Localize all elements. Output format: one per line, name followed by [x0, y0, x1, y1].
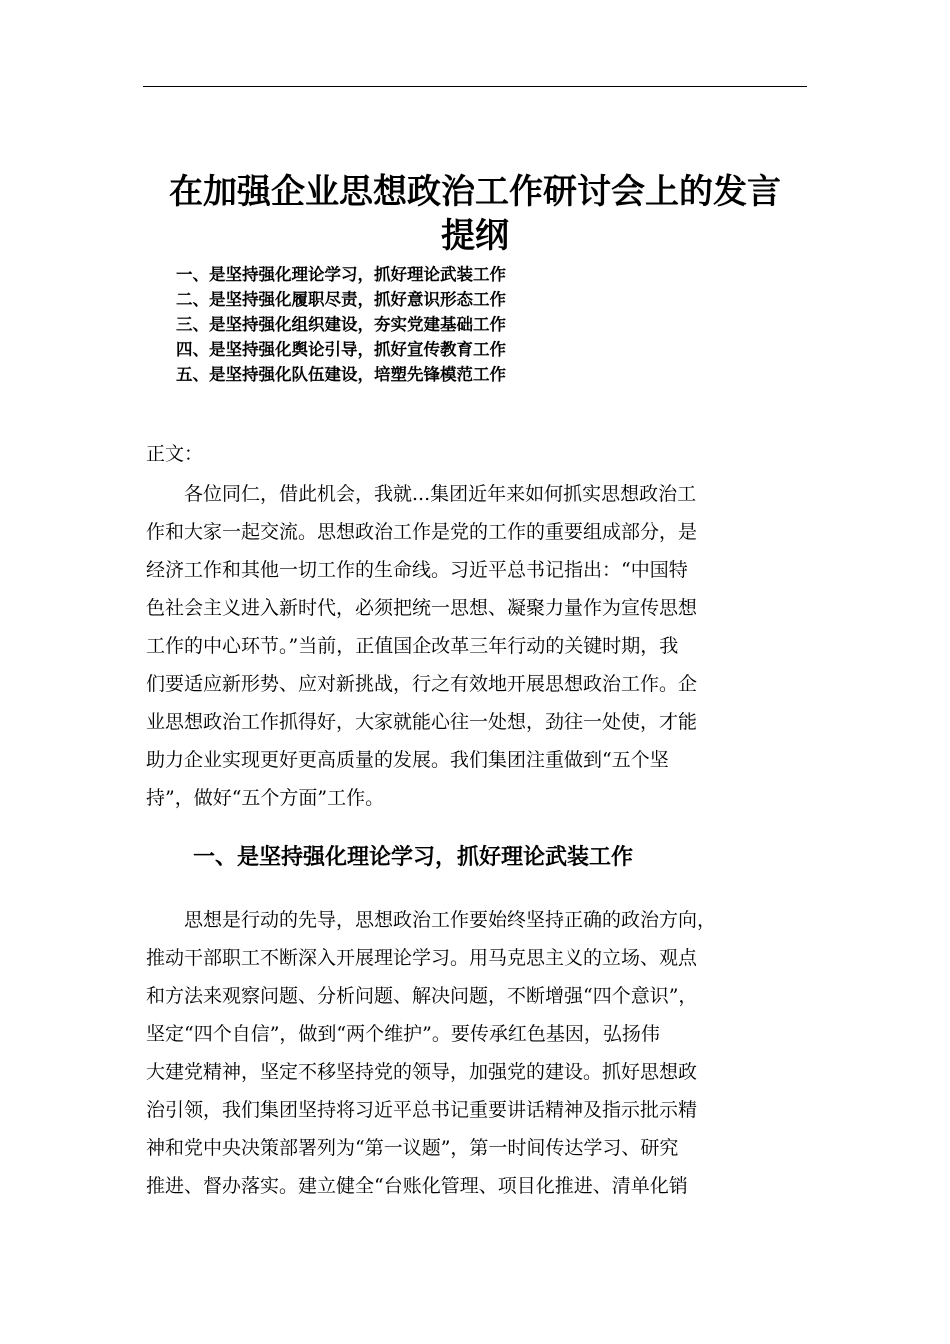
section-1-line-2: 推动干部职工不断深入开展理论学习。用马克思主义的立场、观点	[146, 947, 698, 969]
outline-item-2: 二、是坚持强化履职尽责，抓好意识形态工作	[176, 290, 506, 309]
outline-item-3: 三、是坚持强化组织建设，夯实党建基础工作	[176, 315, 506, 334]
section-1-line-1: 思想是行动的先导，思想政治工作要始终坚持正确的政治方向，	[146, 909, 717, 931]
outline-item-4: 四、是坚持强化舆论引导，抓好宣传教育工作	[176, 340, 506, 359]
body-label: 正文：	[146, 443, 204, 465]
section-1-heading: 一、是坚持强化理论学习，抓好理论武装工作	[193, 845, 634, 870]
section-1-line-7: 神和党中央决策部署列为“第一议题”，第一时间传达学习、研究	[146, 1137, 679, 1159]
document-title-line-1: 在加强企业思想政治工作研讨会上的发言	[169, 172, 781, 212]
outline-item-1: 一、是坚持强化理论学习，抓好理论武装工作	[176, 265, 506, 284]
outline-item-5: 五、是坚持强化队伍建设，培塑先锋模范工作	[176, 365, 506, 384]
intro-line-7: 业思想政治工作抓得好，大家就能心往一处想，劲往一处使，才能	[146, 711, 698, 733]
section-1-line-5: 大建党精神，坚定不移坚持党的领导，加强党的建设。抓好思想政	[146, 1061, 698, 1083]
section-1-line-4: 坚定“四个自信”，做到“两个维护”。要传承红色基因，弘扬伟	[146, 1023, 660, 1045]
section-1-line-8: 推进、督办落实。建立健全“台账化管理、项目化推进、清单化销	[146, 1175, 688, 1197]
header-rule	[143, 86, 807, 87]
document-title-line-2: 提纲	[441, 216, 509, 256]
intro-line-4: 色社会主义进入新时代，必须把统一思想、凝聚力量作为宣传思想	[146, 597, 698, 619]
intro-line-6: 们要适应新形势、应对新挑战，行之有效地开展思想政治工作。企	[146, 673, 698, 695]
section-1-line-3: 和方法来观察问题、分析问题、解决问题，不断增强“四个意识”，	[146, 985, 698, 1007]
section-1-line-6: 治引领，我们集团坚持将习近平总书记重要讲话精神及指示批示精	[146, 1099, 698, 1121]
outline-list	[176, 262, 506, 387]
intro-line-8: 助力企业实现更好更高质量的发展。我们集团注重做到“五个坚	[146, 749, 669, 771]
intro-line-9: 持”，做好“五个方面”工作。	[146, 787, 385, 809]
intro-line-1: 各位同仁，借此机会，我就...集团近年来如何抓实思想政治工	[146, 483, 697, 505]
intro-line-2: 作和大家一起交流。思想政治工作是党的工作的重要组成部分，是	[146, 521, 698, 543]
intro-line-3: 经济工作和其他一切工作的生命线。习近平总书记指出：“中国特	[146, 559, 688, 581]
intro-line-5: 工作的中心环节。”当前，正值国企改革三年行动的关键时期，我	[146, 635, 679, 657]
